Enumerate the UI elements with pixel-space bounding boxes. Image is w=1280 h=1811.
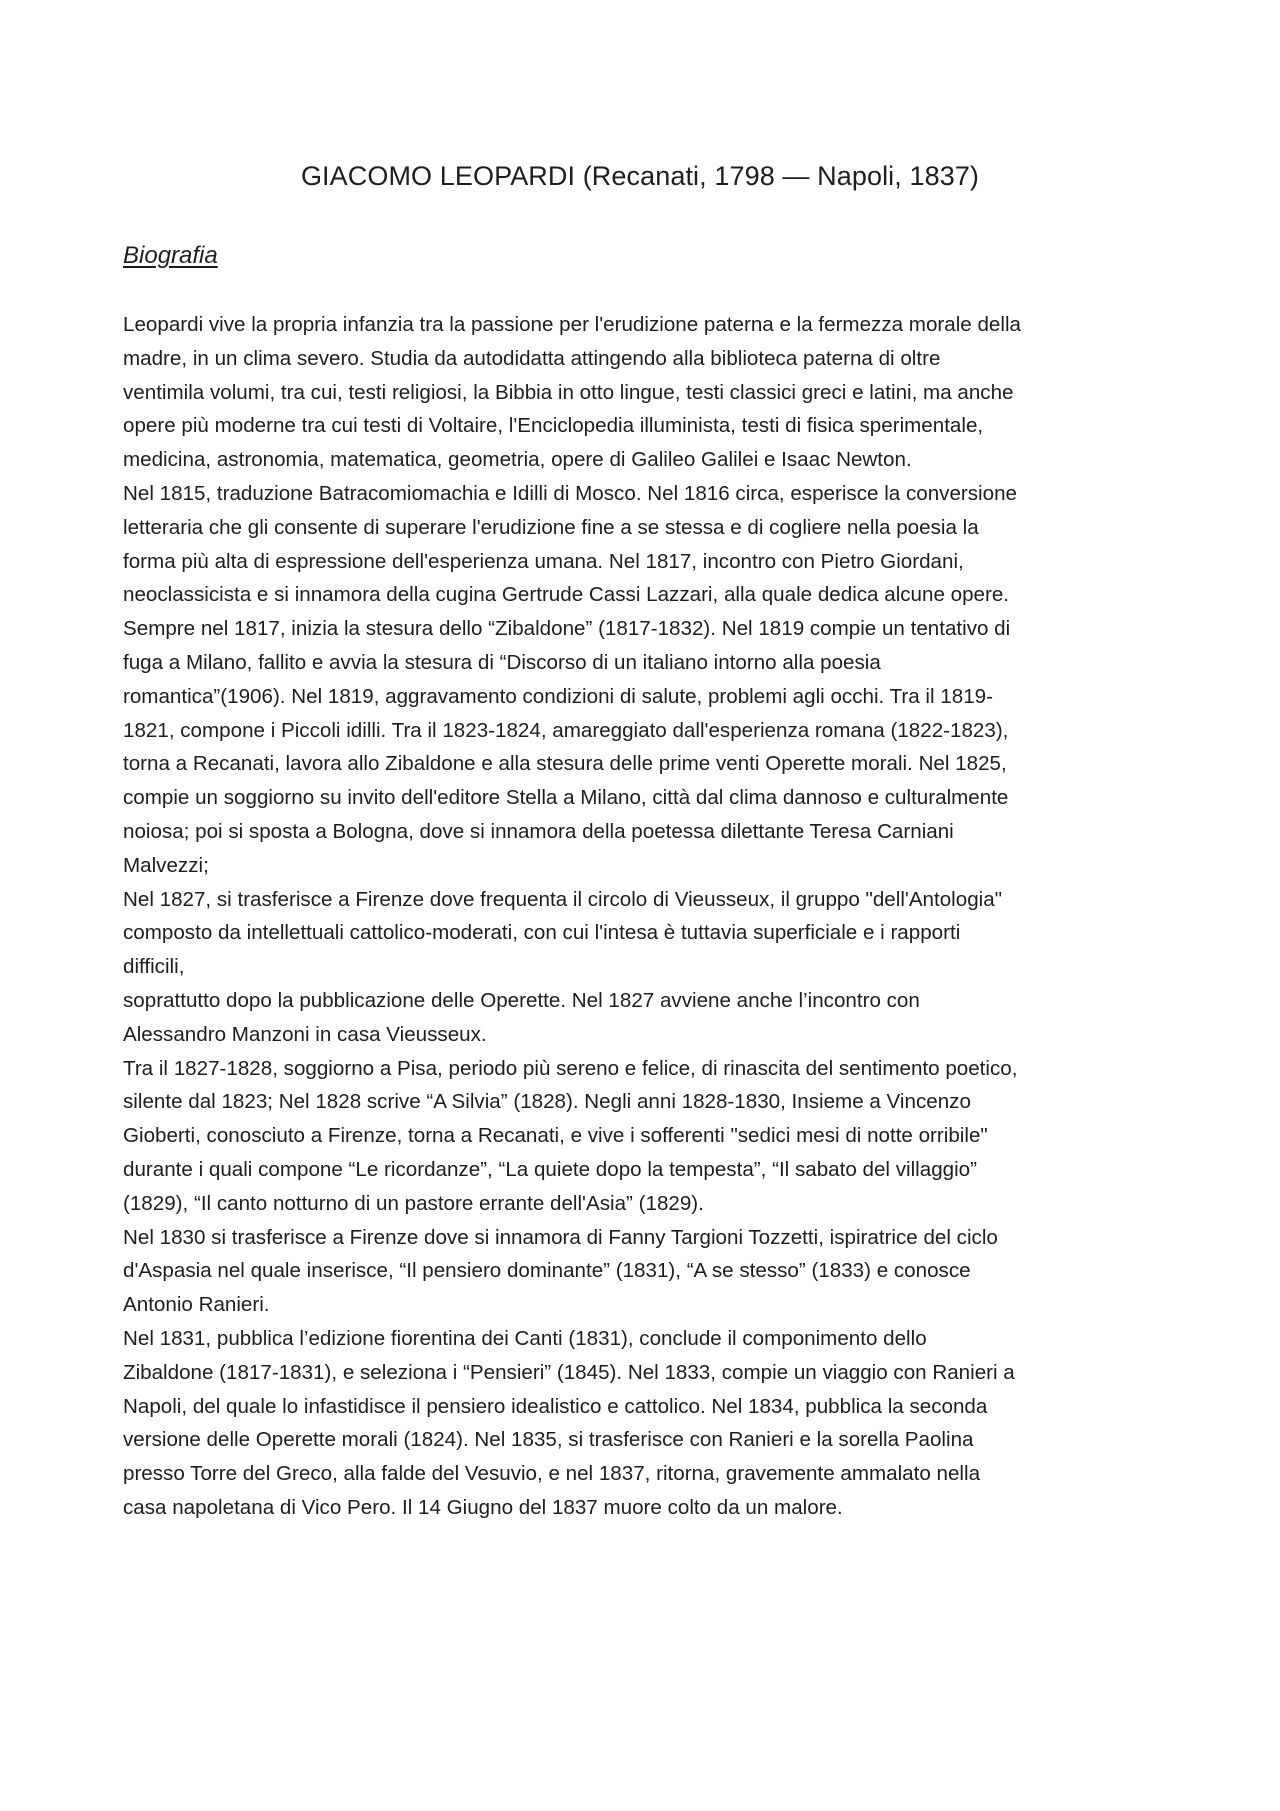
text-line: Nel 1830 si trasferisce a Firenze dove si innamora di Fanny Targioni Tozzetti, ispiratrice del ciclo [123, 1225, 998, 1249]
text-line: ventimila volumi, tra cui, testi religiosi, la Bibbia in otto lingue, testi classici greci e latini, ma anche [123, 380, 1014, 404]
text-line: Nel 1831, pubblica l’edizione fiorentina dei Canti (1831), conclude il componimento dello [123, 1326, 927, 1350]
text-line: Alessandro Manzoni in casa Vieusseux. [123, 1022, 487, 1046]
text-line: torna a Recanati, lavora allo Zibaldone e alla stesura delle prime venti Operette morali. Nel 1825, [123, 752, 1007, 776]
text-line: presso Torre del Greco, alla falde del Vesuvio, e nel 1837, ritorna, gravemente ammalato nella [123, 1462, 981, 1486]
text-line: Zibaldone (1817-1831), e seleziona i “Pensieri” (1845). Nel 1833, compie un viaggio con Ranieri a [123, 1360, 1015, 1384]
text-line: Malvezzi; [123, 853, 209, 877]
text-line: fuga a Milano, fallito e avvia la stesura di “Discorso di un italiano intorno alla poesia [123, 650, 881, 674]
document-title: GIACOMO LEOPARDI (Recanati, 1798 — Napoli, 1837) [300, 161, 980, 191]
text-line: Nel 1827, si trasferisce a Firenze dove frequenta il circolo di Vieusseux, il gruppo "dell'Antologia" [123, 887, 1003, 911]
section-heading: Biografia [123, 242, 218, 269]
text-line: Tra il 1827-1828, soggiorno a Pisa, periodo più sereno e felice, di rinascita del sentimento poetico, [123, 1056, 1018, 1080]
text-line: durante i quali compone “Le ricordanze”, “La quiete dopo la tempesta”, “Il sabato del villaggio” [123, 1157, 977, 1181]
text-line: Sempre nel 1817, inizia la stesura dello “Zibaldone” (1817-1832). Nel 1819 compie un tentativo di [123, 617, 1011, 641]
text-line: Antonio Ranieri. [123, 1293, 270, 1317]
text-line: letteraria che gli consente di superare l'erudizione fine a se stessa e di cogliere nella poesia la [123, 515, 979, 539]
text-line: opere più moderne tra cui testi di Voltaire, l'Enciclopedia illuminista, testi di fisica sperimentale, [123, 414, 984, 438]
body-text [123, 308, 1163, 1525]
text-line: casa napoletana di Vico Pero. Il 14 Giugno del 1837 muore colto da un malore. [123, 1495, 843, 1519]
text-line: versione delle Operette morali (1824). Nel 1835, si trasferisce con Ranieri e la sorella Paolina [123, 1428, 974, 1452]
text-line: silente dal 1823; Nel 1828 scrive “A Silvia” (1828). Negli anni 1828-1830, Insieme a Vincenzo [123, 1090, 971, 1114]
text-line: Napoli, del quale lo infastidisce il pensiero idealistico e cattolico. Nel 1834, pubblica la seconda [123, 1394, 988, 1418]
text-line: soprattutto dopo la pubblicazione delle Operette. Nel 1827 avviene anche l’incontro con [123, 988, 920, 1012]
text-line: Gioberti, conosciuto a Firenze, torna a Recanati, e vive i sofferenti "sedici mesi di notte orribile" [123, 1124, 988, 1148]
text-line: medicina, astronomia, matematica, geometria, opere di Galileo Galilei e Isaac Newton. [123, 448, 912, 472]
text-line: composto da intellettuali cattolico-moderati, con cui l'intesa è tuttavia superficiale e i rapporti [123, 921, 961, 945]
text-line: 1821, compone i Piccoli idilli. Tra il 1823-1824, amareggiato dall'esperienza romana (1822-1823), [123, 718, 1009, 742]
text-line: compie un soggiorno su invito dell'editore Stella a Milano, città dal clima dannoso e culturalmente [123, 786, 1009, 810]
text-line: romantica”(1906). Nel 1819, aggravamento condizioni di salute, problemi agli occhi. Tra il 1819- [123, 684, 993, 708]
text-line: difficili, [123, 955, 185, 979]
text-line: d'Aspasia nel quale inserisce, “Il pensiero dominante” (1831), “A se stesso” (1833) e conosce [123, 1259, 971, 1283]
text-line: neoclassicista e si innamora della cugina Gertrude Cassi Lazzari, alla quale dedica alcune opere. [123, 583, 1010, 607]
text-line: Nel 1815, traduzione Batracomiomachia e Idilli di Mosco. Nel 1816 circa, esperisce la conversione [123, 481, 1017, 505]
text-line: madre, in un clima severo. Studia da autodidatta attingendo alla biblioteca paterna di oltre [123, 346, 941, 370]
text-line: noiosa; poi si sposta a Bologna, dove si innamora della poetessa dilettante Teresa Carniani [123, 819, 954, 843]
text-line: Leopardi vive la propria infanzia tra la passione per l'erudizione paterna e la fermezza morale della [123, 313, 1021, 336]
text-line: (1829), “Il canto notturno di un pastore errante dell'Asia” (1829). [123, 1191, 704, 1215]
text-line: forma più alta di espressione dell'esperienza umana. Nel 1817, incontro con Pietro Giordani, [123, 549, 964, 573]
